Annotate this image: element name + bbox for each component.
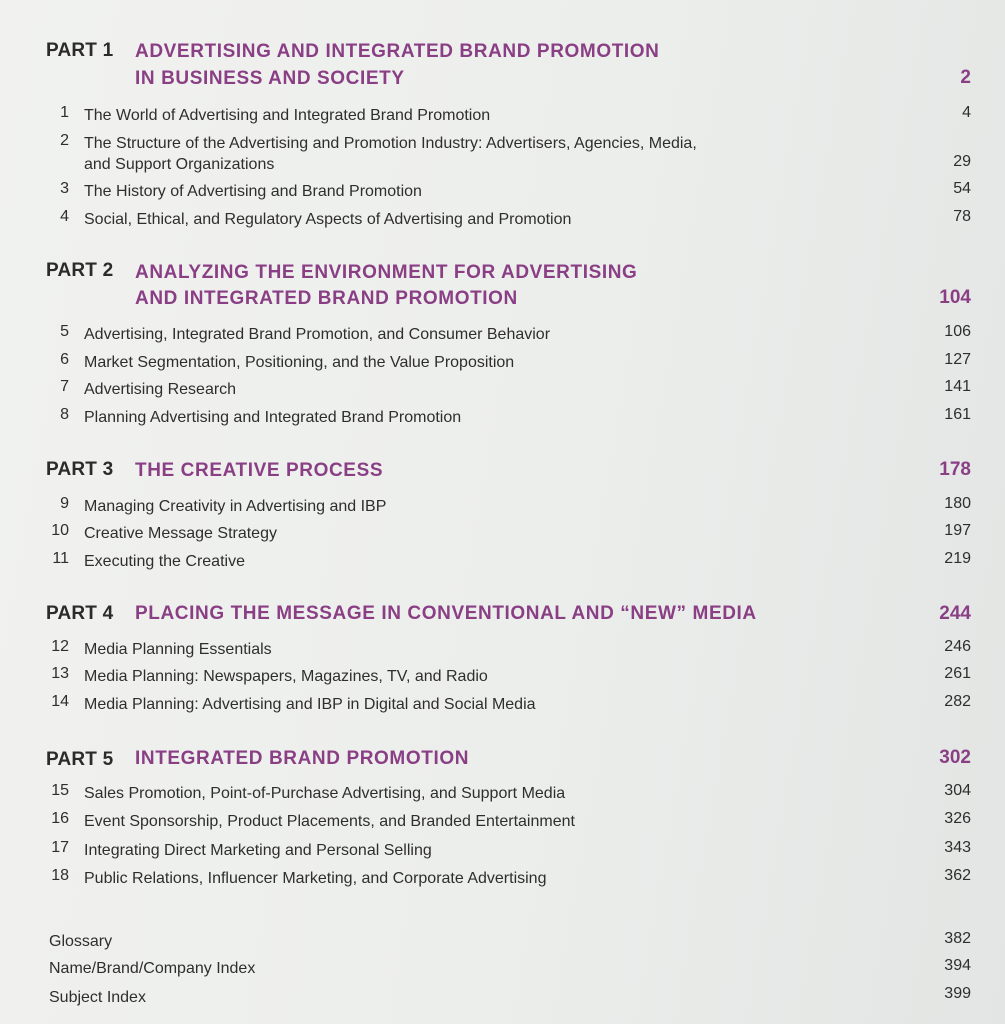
- chapter-title: Creative Message Strategy: [84, 525, 277, 542]
- chapter-number: 11: [52, 550, 69, 567]
- part-page-number[interactable]: 104: [939, 287, 971, 308]
- chapter-title: Market Segmentation, Positioning, and the Value Proposition: [84, 354, 515, 371]
- chapter-page: 219: [944, 550, 971, 567]
- chapter-title: Advertising, Integrated Brand Promotion, and Consumer Behavior: [84, 326, 551, 343]
- chapter-title: Sales Promotion, Point-of-Purchase Advertising, and Support Media: [84, 785, 566, 802]
- chapter-number: 13: [51, 665, 69, 682]
- part-label: PART 3: [46, 459, 114, 480]
- chapter-row[interactable]: [0, 522, 1005, 548]
- chapter-page: 180: [944, 495, 971, 512]
- part-label: PART 2: [46, 260, 114, 281]
- chapter-number: 12: [51, 638, 69, 655]
- chapter-row[interactable]: [0, 323, 1005, 349]
- chapter-number: 4: [60, 208, 69, 225]
- part-title-line1[interactable]: PLACING THE MESSAGE IN CONVENTIONAL AND “NEW” MEDIA: [135, 603, 757, 624]
- chapter-row[interactable]: [0, 406, 1005, 432]
- chapter-row[interactable]: [0, 693, 1005, 719]
- part-page-number[interactable]: 178: [939, 459, 971, 480]
- chapter-page: 161: [944, 406, 971, 423]
- chapter-title: Public Relations, Influencer Marketing, and Corporate Advertising: [84, 870, 547, 887]
- chapter-title: Integrating Direct Marketing and Personal Selling: [84, 842, 432, 859]
- part-title-line2[interactable]: AND INTEGRATED BRAND PROMOTION: [135, 288, 518, 309]
- chapter-page: 78: [953, 208, 971, 225]
- back-matter-title[interactable]: Glossary: [49, 933, 113, 950]
- back-matter-title[interactable]: Subject Index: [49, 989, 146, 1006]
- chapter-title: The History of Advertising and Brand Promotion: [84, 183, 422, 200]
- chapter-title: The Structure of the Advertising and Promotion Industry: Advertisers, Agencies, Media,: [84, 135, 697, 152]
- back-matter-title[interactable]: Name/Brand/Company Index: [49, 960, 256, 977]
- chapter-number: 1: [60, 104, 69, 121]
- chapter-row[interactable]: [0, 104, 1005, 130]
- chapter-page: 326: [944, 810, 971, 827]
- chapter-title: Media Planning Essentials: [84, 641, 272, 658]
- chapter-page: 4: [962, 104, 971, 121]
- chapter-row[interactable]: [0, 208, 1005, 234]
- chapter-number: 14: [51, 693, 69, 710]
- chapter-number: 5: [60, 323, 69, 340]
- chapter-page: 127: [944, 351, 971, 368]
- chapter-number: 2: [60, 132, 69, 149]
- chapter-row[interactable]: [0, 638, 1005, 664]
- chapter-row[interactable]: [0, 351, 1005, 377]
- chapter-title: Managing Creativity in Advertising and IBP: [84, 498, 387, 515]
- part-page-number[interactable]: 2: [960, 67, 971, 88]
- chapter-row[interactable]: [0, 132, 1005, 180]
- chapter-number: 8: [60, 406, 69, 423]
- chapter-row[interactable]: [0, 180, 1005, 206]
- part-label: PART 4: [46, 603, 114, 624]
- chapter-number: 16: [51, 810, 69, 827]
- chapter-page: 29: [953, 153, 971, 170]
- part-page-number[interactable]: 244: [939, 603, 971, 624]
- back-matter-page[interactable]: 382: [944, 930, 971, 947]
- chapter-page: 141: [944, 378, 971, 395]
- part-title-line1[interactable]: ANALYZING THE ENVIRONMENT FOR ADVERTISING: [135, 262, 638, 283]
- chapter-number: 17: [51, 839, 69, 856]
- chapter-row[interactable]: [0, 839, 1005, 865]
- chapter-number: 3: [60, 180, 69, 197]
- chapter-row[interactable]: [0, 810, 1005, 836]
- chapter-row[interactable]: [0, 378, 1005, 404]
- chapter-number: 15: [51, 782, 69, 799]
- chapter-number: 9: [60, 495, 69, 512]
- chapter-row[interactable]: [0, 782, 1005, 808]
- chapter-page: 54: [953, 180, 971, 197]
- chapter-page: 343: [944, 839, 971, 856]
- chapter-title: The World of Advertising and Integrated Brand Promotion: [84, 107, 491, 124]
- chapter-title: Media Planning: Newspapers, Magazines, TV, and Radio: [84, 668, 488, 685]
- chapter-title: Executing the Creative: [84, 553, 245, 570]
- chapter-title: Advertising Research: [84, 381, 237, 398]
- chapter-row[interactable]: [0, 665, 1005, 691]
- chapter-number: 18: [51, 867, 69, 884]
- back-matter-page[interactable]: 399: [944, 985, 971, 1002]
- chapter-row[interactable]: [0, 550, 1005, 576]
- back-matter-page[interactable]: 394: [944, 957, 971, 974]
- chapter-row[interactable]: [0, 495, 1005, 521]
- chapter-page: 197: [944, 522, 971, 539]
- chapter-page: 282: [944, 693, 971, 710]
- part-title-line1[interactable]: ADVERTISING AND INTEGRATED BRAND PROMOTION: [135, 41, 660, 62]
- chapter-row[interactable]: [0, 867, 1005, 893]
- chapter-page: 304: [944, 782, 971, 799]
- chapter-title-cont: and Support Organizations: [84, 156, 275, 173]
- chapter-title: Media Planning: Advertising and IBP in Digital and Social Media: [84, 696, 536, 713]
- chapter-number: 10: [51, 522, 69, 539]
- chapter-title: Event Sponsorship, Product Placements, and Branded Entertainment: [84, 813, 575, 830]
- part-title-line2[interactable]: IN BUSINESS AND SOCIETY: [135, 68, 405, 89]
- chapter-number: 6: [60, 351, 69, 368]
- chapter-title: Social, Ethical, and Regulatory Aspects of Advertising and Promotion: [84, 211, 572, 228]
- part-page-number[interactable]: 302: [939, 747, 971, 768]
- chapter-title: Planning Advertising and Integrated Brand Promotion: [84, 409, 462, 426]
- chapter-page: 261: [944, 665, 971, 682]
- chapter-page: 106: [944, 323, 971, 340]
- chapter-number: 7: [60, 378, 69, 395]
- part-title-line1[interactable]: INTEGRATED BRAND PROMOTION: [135, 748, 470, 769]
- part-title-line1[interactable]: THE CREATIVE PROCESS: [135, 460, 384, 481]
- part-label: PART 5: [46, 749, 114, 770]
- part-label: PART 1: [46, 40, 114, 61]
- chapter-page: 246: [944, 638, 971, 655]
- chapter-page: 362: [944, 867, 971, 884]
